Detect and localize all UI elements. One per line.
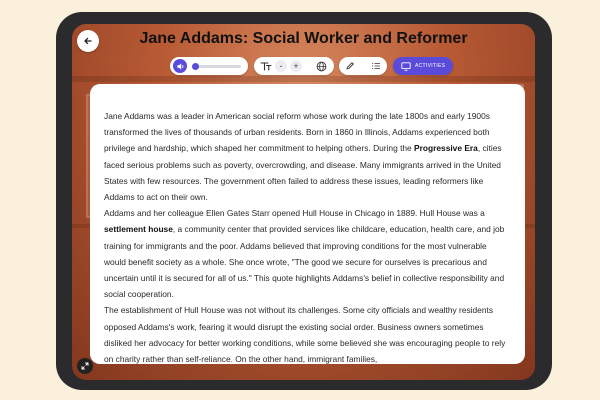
expand-button[interactable]	[77, 358, 93, 374]
glossary-term[interactable]: Progressive Era	[414, 143, 478, 154]
activities-button[interactable]	[393, 57, 453, 75]
app-screen	[72, 24, 535, 380]
article-paragraph: The establishment of Hull House was not without its challenges. Some city officials and wealthy residents opposed Addams's work, fearing it would disrupt the existing social order. Business owners sometimes disliked her advocacy for better working conditions, while some believed she was encouraging people to rely on charity rather than self-reliance. On the other hand, immigrant families,	[104, 305, 506, 364]
activities-icon	[401, 62, 411, 71]
audio-progress-knob[interactable]	[192, 63, 199, 70]
audio-play-button[interactable]	[173, 59, 187, 73]
expand-icon	[81, 362, 89, 370]
audio-progress-track[interactable]	[193, 65, 241, 68]
list-icon[interactable]	[371, 61, 381, 71]
audio-player	[170, 57, 248, 75]
text-size-icon[interactable]	[260, 61, 272, 71]
page-title: Jane Addams: Social Worker and Reformer	[139, 30, 468, 47]
article-paragraph: Jane Addams was a leader in American social reform whose work during the late 1800s and early 1900s transformed the lives of thousands of urban residents. Born in 1860 in Illinois, Addams experienced both privilege and hardship, which shaped her commitment to helping others. During the Progressive Era, cities faced serious problems such as poverty, overcrowding, and disease. Many immigrants arrived in the United States with few resources. The government often failed to address these issues, leading reformers like Addams to act on their own.	[104, 111, 502, 203]
article-paragraph: Addams and her colleague Ellen Gates Starr opened Hull House in Chicago in 1889. Hull House was a settlement house, a community center that provided services like childcare, education, health care, and job training for immigrants and the poor. Addams believed that improving conditions for the most vulnerable would benefit society as a whole. She once wrote, "The good we secure for ourselves is precarious and uncertain until it is secured for all of us." This quote highlights Addams's belief in collective responsibility and social cooperation.	[104, 208, 505, 300]
annotation-tools	[339, 57, 387, 75]
article-panel	[90, 84, 525, 364]
glossary-term[interactable]: settlement house	[104, 224, 173, 235]
article-body	[90, 84, 525, 364]
globe-icon[interactable]	[316, 61, 327, 72]
pencil-icon[interactable]	[345, 61, 355, 71]
reading-tools	[254, 57, 334, 75]
activities-label: ACTIVITIES	[415, 63, 446, 69]
zoom-out-button[interactable]: -	[275, 60, 287, 72]
speaker-icon	[176, 62, 185, 71]
zoom-in-button[interactable]: +	[290, 60, 302, 72]
